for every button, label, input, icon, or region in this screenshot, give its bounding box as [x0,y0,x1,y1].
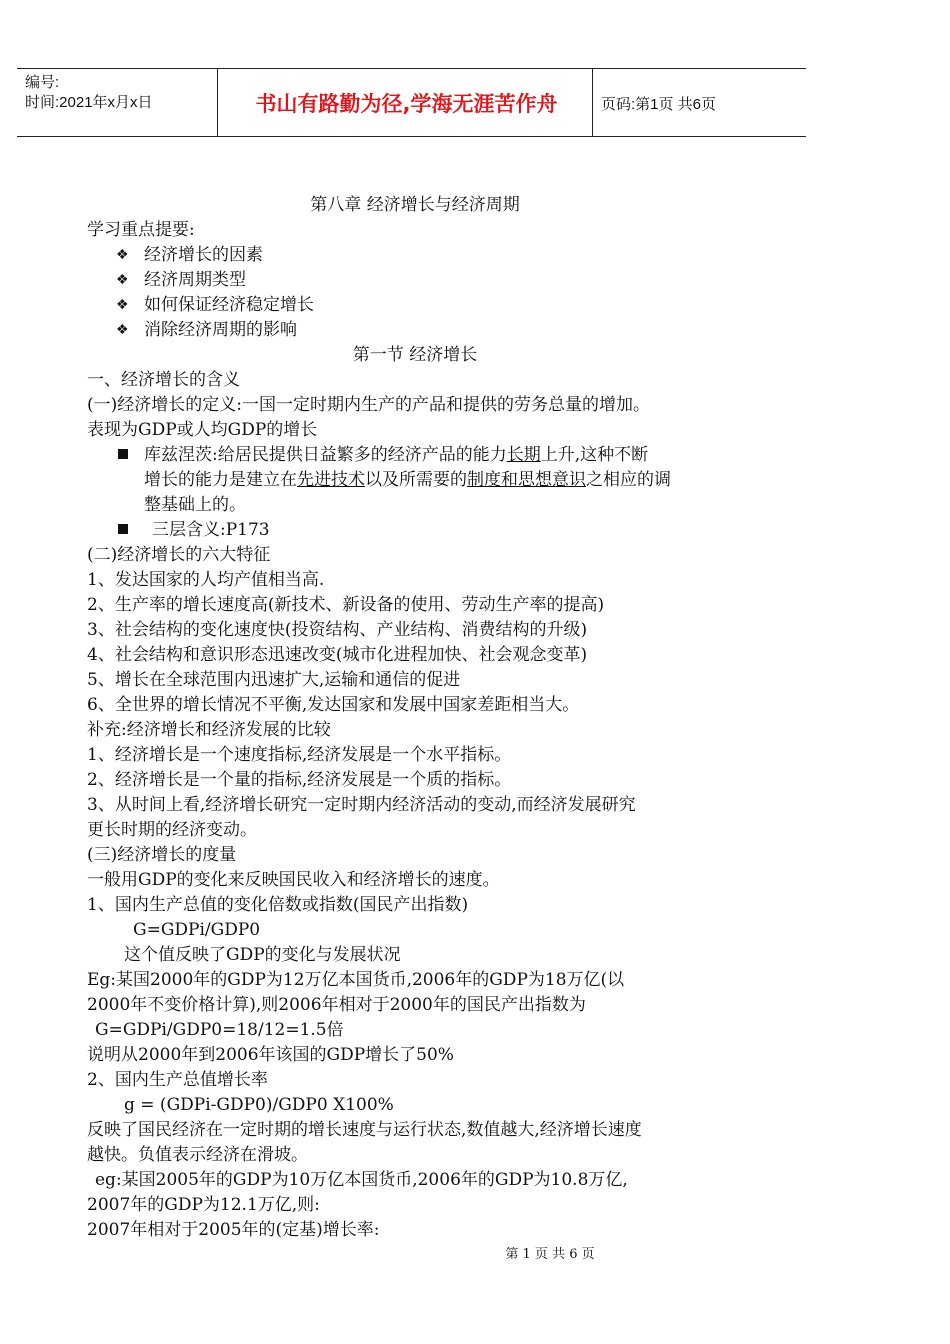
definition-line: (一)经济增长的定义:一国一定时期内生产的产品和提供的劳务总量的增加。 [87,395,650,415]
section-title: 第一节 经济增长 [352,345,478,365]
supplement-item: 1、经济增长是一个速度指标,经济发展是一个水平指标。 [87,745,512,765]
diamond-bullet-icon: ❖ [116,297,129,313]
focus-item: 如何保证经济稳定增长 [144,295,314,315]
definition-line: 表现为GDP或人均GDP的增长 [87,420,318,440]
measure-method: 2、国内生产总值增长率 [87,1070,268,1090]
measure-method: 1、国内生产总值的变化倍数或指数(国民产出指数) [87,895,469,915]
header-page-info: 页码:第1页 共6页 [601,96,717,113]
focus-heading: 学习重点提要: [87,220,195,240]
text: 库兹涅茨:给居民提供日益繁多的经济产品的能力 [144,445,507,465]
formula-note: 越快。负值表示经济在滑坡。 [87,1145,308,1165]
square-bullet-icon [118,524,128,534]
formula-note: 这个值反映了GDP的变化与发展状况 [124,945,401,965]
supplement-item: 2、经济增长是一个量的指标,经济发展是一个质的指标。 [87,770,512,790]
chapter-title: 第八章 经济增长与经济周期 [310,195,520,215]
example-line: Eg:某国2000年的GDP为12万亿本国货币,2006年的GDP为18万亿(以 [87,970,625,990]
underlined-term: 先进技术 [297,470,365,490]
example-line: G=GDPi/GDP0=18/12=1.5倍 [95,1020,344,1040]
formula: G=GDPi/GDP0 [133,920,261,940]
diamond-bullet-icon: ❖ [116,322,129,338]
feature-item: 2、生产率的增长速度高(新技术、新设备的使用、劳动生产率的提高) [87,595,605,615]
text: 以及所需要的 [365,470,467,490]
feature-item: 4、社会结构和意识形态迅速改变(城市化进程加快、社会观念变革) [87,645,588,665]
diamond-bullet-icon: ❖ [116,247,129,263]
header-divider [217,69,218,136]
measure-intro: 一般用GDP的变化来反映国民收入和经济增长的速度。 [87,870,500,890]
heading-meaning: 一、经济增长的含义 [87,370,240,390]
supplement-heading: 补充:经济增长和经济发展的比较 [87,720,331,740]
supplement-item: 更长时期的经济变动。 [87,820,257,840]
text: 之相应的调 [586,470,671,490]
measure-heading: (三)经济增长的度量 [87,845,237,865]
focus-item: 消除经济周期的影响 [144,320,297,340]
example-line: eg:某国2005年的GDP为10万亿本国货币,2006年的GDP为10.8万亿, [95,1170,628,1190]
text: 增长的能力是建立在 [144,470,297,490]
diamond-bullet-icon: ❖ [116,272,129,288]
focus-item: 经济增长的因素 [144,245,263,265]
page-footer: 第 1 页 共 6 页 [505,1247,595,1262]
three-meanings: 三层含义:P173 [152,520,270,540]
example-line: 2007年相对于2005年的(定基)增长率: [87,1220,380,1240]
formula: g = (GDPi-GDP0)/GDP0 X100% [124,1095,394,1115]
square-bullet-icon [118,449,128,459]
feature-item: 5、增长在全球范围内迅速扩大,运输和通信的促进 [87,670,461,690]
header-meta [25,73,153,113]
underlined-term: 制度和思想意识 [467,470,586,490]
header-motto: 书山有路勤为径,学海无涯苦作舟 [255,91,558,116]
supplement-item: 3、从时间上看,经济增长研究一定时期内经济活动的变动,而经济发展研究 [87,795,636,815]
feature-item: 6、全世界的增长情况不平衡,发达国家和发展中国家差距相当大。 [87,695,580,715]
time-label: 时间:2021年x月x日 [25,94,153,111]
kuznets-line [144,443,648,467]
feature-item: 3、社会结构的变化速度快(投资结构、产业结构、消费结构的升级) [87,620,588,640]
document-header [17,68,806,137]
example-line: 说明从2000年到2006年该国的GDP增长了50% [87,1045,454,1065]
text: 上升,这种不断 [540,445,649,465]
features-heading: (二)经济增长的六大特征 [87,545,271,565]
kuznets-line [144,468,671,492]
formula-note: 反映了国民经济在一定时期的增长速度与运行状态,数值越大,经济增长速度 [87,1120,642,1140]
focus-item: 经济周期类型 [144,270,246,290]
kuznets-line: 整基础上的。 [144,495,246,515]
number-label: 编号: [25,74,60,91]
underlined-term: 长期 [506,445,541,465]
example-line: 2000年不变价格计算),则2006年相对于2000年的国民产出指数为 [87,995,586,1015]
example-line: 2007年的GDP为12.1万亿,则: [87,1195,320,1215]
feature-item: 1、发达国家的人均产值相当高. [87,570,325,590]
